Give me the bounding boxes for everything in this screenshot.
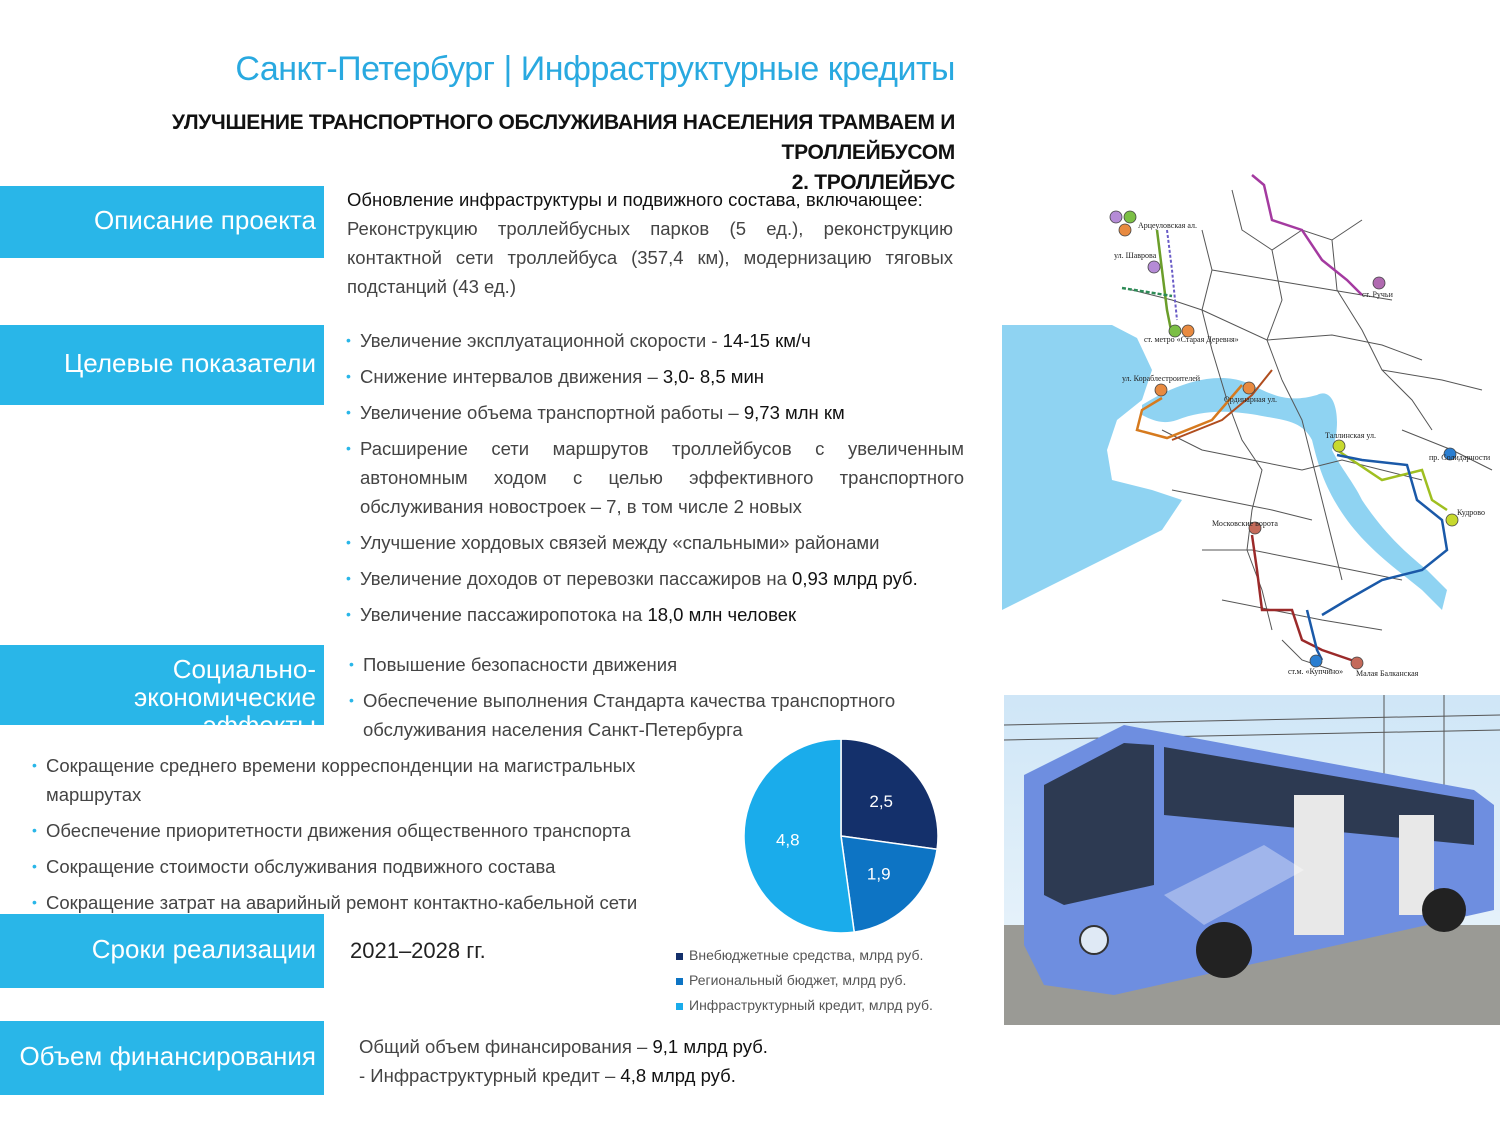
legend-swatch xyxy=(676,978,683,985)
pie-data-label: 2,5 xyxy=(869,791,894,811)
map-label: Московские ворота xyxy=(1212,519,1278,528)
band-effects-label-2: эффекты xyxy=(203,710,316,740)
list-item: • Снижение интервалов движения – 3,0- 8,5 мин xyxy=(346,362,964,391)
map-label: пр. Солидарности xyxy=(1429,453,1491,462)
map-label: ул. Кораблестроителей xyxy=(1122,374,1201,383)
band-targets-label: Целевые показатели xyxy=(63,348,316,378)
map-label: Ординарная ул. xyxy=(1224,395,1278,404)
subtitle-line-2: 2. ТРОЛЛЕЙБУС xyxy=(791,171,955,194)
map-label: Малая Балканская xyxy=(1356,669,1419,678)
targets-list xyxy=(346,326,964,636)
list-item: • Расширение сети маршрутов троллейбусов с увеличенным автономным ходом с целью эффективного транспортного обслуживания новостроек – 7, в том числе 2 новых xyxy=(346,434,964,521)
legend-item: Внебюджетные средства, млрд руб. xyxy=(676,943,933,968)
route-52 xyxy=(1252,175,1362,295)
band-description xyxy=(0,186,324,258)
legend-swatch xyxy=(676,953,683,960)
page-title: Санкт-Петербург | Инфраструктурные кредиты xyxy=(235,50,955,88)
wheel xyxy=(1422,888,1466,932)
description-lead: Обновление инфраструктуры и подвижного состава, включающее: xyxy=(347,189,923,210)
route-47 xyxy=(1252,535,1357,662)
map-label: ст.м. «Купчино» xyxy=(1288,667,1344,676)
list-item: • Обеспечение приоритетности движения общественного транспорта xyxy=(32,816,732,845)
trolleybus-photo xyxy=(1004,695,1500,1025)
headlight xyxy=(1080,926,1108,954)
funding-pie-chart xyxy=(742,737,940,935)
bus-door xyxy=(1294,795,1344,935)
band-timeline-label: Сроки реализации xyxy=(91,934,316,964)
map-label: ул. Шаврова xyxy=(1114,251,1157,260)
route-2 xyxy=(1167,230,1177,320)
wheel xyxy=(1196,922,1252,978)
band-effects-label-1: Социально-экономические xyxy=(134,654,316,712)
list-item: • Повышение безопасности движения xyxy=(349,650,994,679)
list-item: • Увеличение доходов от перевозки пассажиров на 0,93 млрд руб. xyxy=(346,564,964,593)
gulf-water xyxy=(1002,325,1182,610)
description-block xyxy=(347,185,953,301)
description-body: Реконструкцию троллейбусных парков (5 ед.), реконструкцию контактной сети троллейбуса (357,4 км), модернизацию тяговых подстанций (43 ед.) xyxy=(347,218,953,297)
route-map xyxy=(1002,170,1500,682)
band-timeline xyxy=(0,914,324,988)
chart-legend xyxy=(676,943,933,1018)
map-label: ст. Ручьи xyxy=(1362,290,1393,299)
band-description-label: Описание проекта xyxy=(93,205,316,235)
map-label: Таллинская ул. xyxy=(1325,431,1377,440)
legend-item: Инфраструктурный кредит, млрд руб. xyxy=(676,993,933,1018)
map-labels xyxy=(1114,221,1491,678)
band-funding-label: Объем финансирования xyxy=(19,1041,316,1071)
pie-slice-1 xyxy=(841,836,937,932)
list-item: • Сокращение среднего времени корреспонденции на магистральных маршрутах xyxy=(32,751,732,809)
pie-data-label: 4,8 xyxy=(775,830,800,850)
list-item: • Сокращение затрат на аварийный ремонт контактно-кабельной сети xyxy=(32,888,732,917)
band-funding xyxy=(0,1021,324,1095)
band-effects xyxy=(0,645,324,740)
subtitle-line-1: УЛУЧШЕНИЕ ТРАНСПОРТНОГО ОБСЛУЖИВАНИЯ НАСЕЛЕНИЯ ТРАМВАЕМ И ТРОЛЛЕЙБУСОМ xyxy=(171,111,955,164)
timeline-value: 2021–2028 гг. xyxy=(350,938,486,963)
legend-swatch xyxy=(676,1003,683,1010)
effects-list xyxy=(349,650,994,751)
funding-line-2: - Инфраструктурный кредит – 4,8 млрд руб. xyxy=(359,1065,736,1086)
legend-item: Региональный бюджет, млрд руб. xyxy=(676,968,933,993)
route-28b xyxy=(1307,610,1322,660)
list-item: • Улучшение хордовых связей между «спальными» районами xyxy=(346,528,964,557)
list-item: • Сокращение стоимости обслуживания подвижного состава xyxy=(32,852,732,881)
list-item: • Увеличение пассажиропотока на 18,0 млн человек xyxy=(346,600,964,629)
list-item: • Увеличение объема транспортной работы – 9,73 млн км xyxy=(346,398,964,427)
list-item: • Обеспечение выполнения Стандарта качества транспортного обслуживания населения Санкт-Петербурга xyxy=(349,686,994,744)
funding-line-1: Общий объем финансирования – 9,1 млрд руб. xyxy=(359,1036,768,1057)
map-label: ст. метро «Старая Деревня» xyxy=(1144,335,1239,344)
effects-more-list xyxy=(32,751,732,924)
map-label: Кудрово xyxy=(1457,508,1486,517)
pie-data-label: 1,9 xyxy=(866,864,891,884)
map-label: Арцеуловская ал. xyxy=(1138,221,1197,230)
band-targets xyxy=(0,325,324,405)
funding-block xyxy=(359,1032,859,1090)
list-item: • Увеличение эксплуатационной скорости - 14-15 км/ч xyxy=(346,326,964,355)
